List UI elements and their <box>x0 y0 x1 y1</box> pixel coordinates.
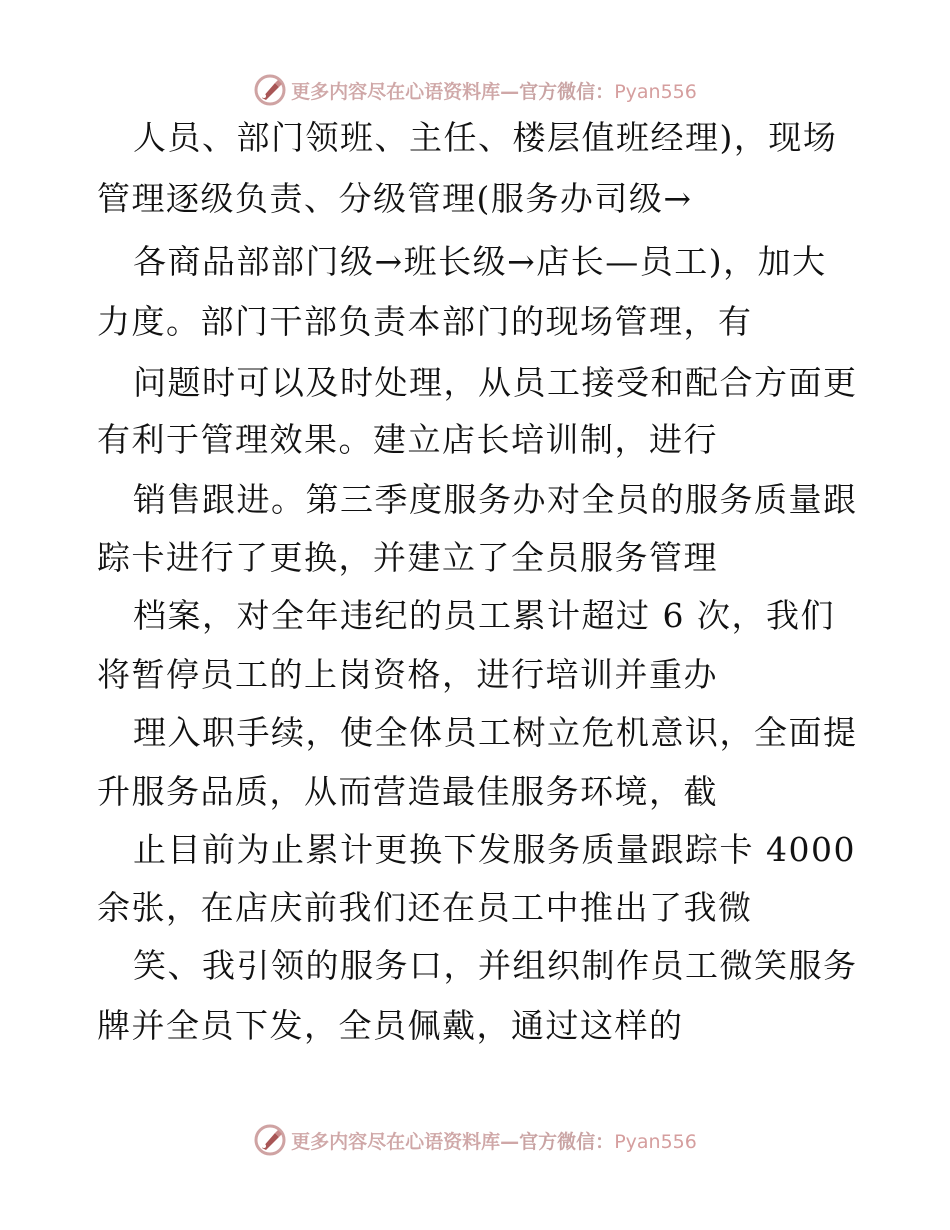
paragraph-line: 有利于管理效果。建立店长培训制，进行 <box>97 420 718 459</box>
watermark-account: Pyan556 <box>614 1130 697 1153</box>
paragraph-line: 力度。部门干部负责本部门的现场管理，有 <box>97 302 753 341</box>
paragraph-line: 销售跟进。第三季度服务办对全员的服务质量跟 <box>133 480 858 519</box>
paragraph-line: 将暂停员工的上岗资格，进行培训并重办 <box>97 655 718 694</box>
pen-circle-logo-icon <box>253 1123 287 1157</box>
paragraph-line: 问题时可以及时处理，从员工接受和配合方面更 <box>133 363 858 402</box>
paragraph-line: 管理逐级负责、分级管理(服务办司级→ <box>97 179 693 218</box>
paragraph-line: 余张，在店庆前我们还在员工中推出了我微 <box>97 888 753 927</box>
watermark-site-text: 更多内容尽在心语资料库— <box>291 1130 520 1153</box>
footer-watermark-banner <box>0 1120 950 1160</box>
watermark-account: Pyan556 <box>614 80 697 103</box>
paragraph-line: 止目前为止累计更换下发服务质量跟踪卡 4000 <box>133 830 856 869</box>
header-watermark-banner <box>0 70 950 110</box>
paragraph-line: 笑、我引领的服务口，并组织制作员工微笑服务 <box>133 946 858 985</box>
paragraph-line: 各商品部部门级→班长级→店长—员工)，加大 <box>133 242 827 281</box>
watermark-site-text: 更多内容尽在心语资料库— <box>291 80 520 103</box>
paragraph-line: 档案，对全年违纪的员工累计超过 6 次，我们 <box>133 596 835 635</box>
watermark-wechat-label: 官方微信： <box>519 80 615 103</box>
paragraph-line: 踪卡进行了更换，并建立了全员服务管理 <box>97 538 718 577</box>
paragraph-line: 理入职手续，使全体员工树立危机意识，全面提 <box>133 713 858 752</box>
watermark-text <box>291 77 697 104</box>
paragraph-line: 升服务品质，从而营造最佳服务环境，截 <box>97 772 718 811</box>
paragraph-line: 牌并全员下发，全员佩戴，通过这样的 <box>97 1006 684 1045</box>
watermark-wechat-label: 官方微信： <box>519 1130 615 1153</box>
paragraph-line: 人员、部门领班、主任、楼层值班经理)，现场 <box>133 118 838 157</box>
pen-circle-logo-icon <box>253 73 287 107</box>
watermark-text <box>291 1127 697 1154</box>
